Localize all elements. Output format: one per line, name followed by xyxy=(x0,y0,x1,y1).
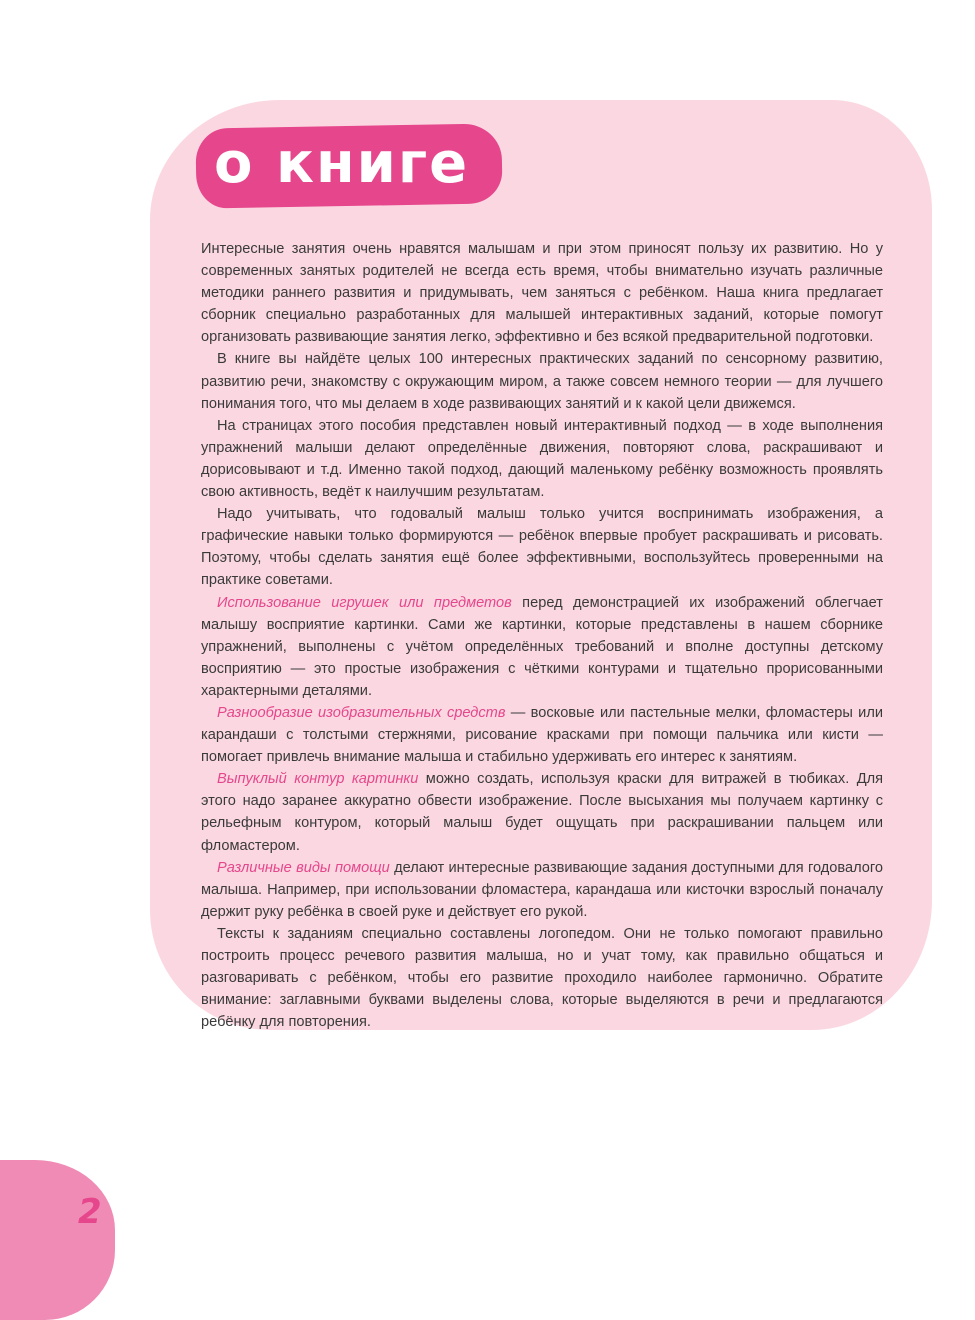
page-number-tab xyxy=(0,1160,115,1320)
paragraph-approach: На страницах этого пособия представлен новый интерактивный подход — в ходе выполнения упражнений малыши делают определённые движения, повторяют слова, раскрашивают и дорисовывают и т.д. Именно такой подход, дающий маленькому ребёнку возможность проявлять свою активность, ведёт к наилучшим результатам. xyxy=(201,417,883,501)
page-number: 2 xyxy=(78,1192,102,1232)
highlight-toys: Использование игрушек или предметов xyxy=(217,594,512,611)
paragraph-contour: Выпуклый контур картинки можно создать, используя краски для витражей в тюбиках. Для этого надо заранее аккуратно обвести изображение. После высыхания мы получаем картинку с рельефным контуром, который малыш будет ощущать при раскрашивании пальцем или фломастером. xyxy=(201,771,883,854)
page-title: о книге xyxy=(214,131,470,196)
highlight-help: Различные виды помощи xyxy=(217,859,390,876)
paragraph-help: Различные виды помощи делают интересные развивающие задания доступными для годовалого малыша. Например, при использовании фломастера, карандаша или кисточки взрослый поначалу держит руку ребёнка в своей руке и действует его рукой. xyxy=(201,859,884,920)
paragraph-advice: Надо учитывать, что годовалый малыш только учится воспринимать изображения, а графические навыки только формируются — ребёнок впервые пробует раскрашивать и рисовать. Поэтому, чтобы сделать занятия ещё более эффективными, воспользуйтесь проверенными на практике советами. xyxy=(201,506,883,589)
highlight-media: Разнообразие изобразительных средств xyxy=(217,704,506,721)
paragraph-tasks: В книге вы найдёте целых 100 интересных практических заданий по сенсорному развитию, развитию речи, знакомству с окружающим миром, а также совсем немного теории — для лучшего понимания того, что мы делаем в ходе развивающих занятий и к какой цели движемся. xyxy=(201,351,883,412)
article-body xyxy=(201,238,883,1033)
paragraph-speech: Тексты к заданиям специально составлены логопедом. Они не только помогают правильно построить процесс речевого развития малыша, но и учат тому, как правильно общаться и разговаривать с ребёнком, чтобы его развитие проходило наиболее гармонично. Обратите внимание: заглавными буквами выделены слова, которые выделяются в речи и предлагаются ребёнку для повторения. xyxy=(201,925,883,1031)
paragraph-toys: Использование игрушек или предметов перед демонстрацией их изображений облегчает малышу восприятие картинки. Сами же картинки, которые представлены в нашем сборнике упражнений, выполнены с учётом определённых требований и вполне доступны детскому восприятию — это простые изображения с чёткими контурами и тщательно прорисованными характерными деталями. xyxy=(201,594,883,699)
paragraph-intro: Интересные занятия очень нравятся малышам и при этом приносят пользу их развитию. Но у современных занятых родителей не всегда есть время, чтобы внимательно изучать различные методики раннего развития и придумывать, чем заняться с ребёнком. Наша книга предлагает сборник специально разработанных для малышей интерактивных заданий, которые помогут организовать развивающие занятия легко, эффективно и без всякой предварительной подготовки. xyxy=(201,241,883,346)
paragraph-media: Разнообразие изобразительных средств — восковые или пастельные мелки, фломастеры или карандаши с толстыми стержнями, рисование красками при помощи пальчика или кисти — помогает привлечь внимание малыша и стабильно удерживать его интерес к занятиям. xyxy=(201,704,883,766)
highlight-contour: Выпуклый контур картинки xyxy=(217,771,419,788)
